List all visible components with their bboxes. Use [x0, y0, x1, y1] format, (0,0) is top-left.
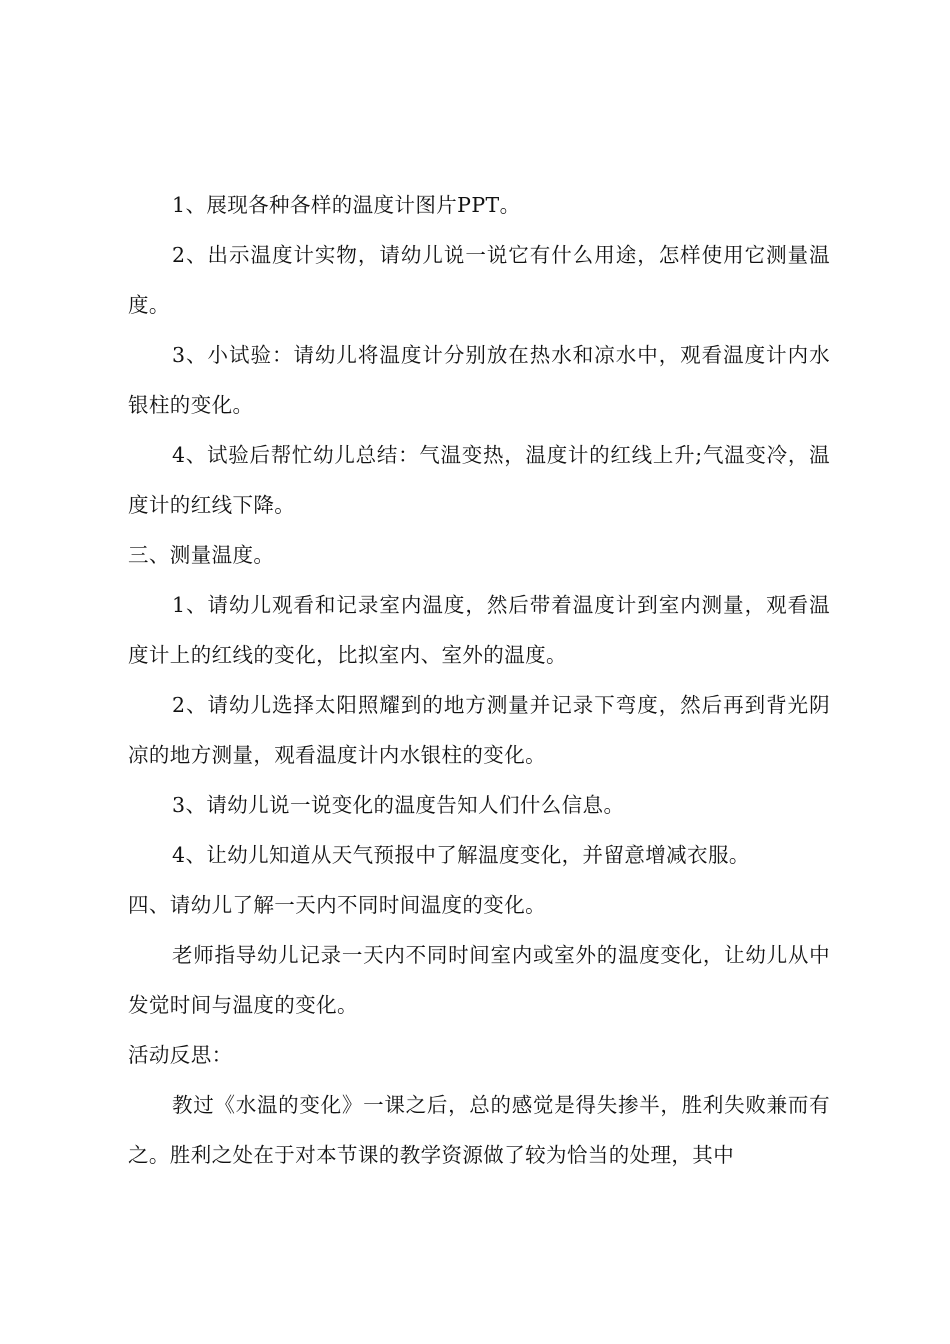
- paragraph-step-4-summary: 4、试验后帮忙幼儿总结：气温变热，温度计的红线上升;气温变冷，温度计的红线下降。: [128, 443, 830, 517]
- paragraph-reflection: 教过《水温的变化》一课之后，总的感觉是得失掺半，胜利失败兼而有之。胜利之处在于对本节课的教学资源做了较为恰当的处理，其中: [128, 1093, 830, 1167]
- paragraph-measure-3: 3、请幼儿说一说变化的温度告知人们什么信息。: [172, 793, 625, 817]
- paragraph-daily: 老师指导幼儿记录一天内不同时间室内或室外的温度变化，让幼儿从中发觉时间与温度的变化。: [128, 943, 830, 1017]
- paragraph-step-2-thermometer: 2、出示温度计实物，请幼儿说一说它有什么用途，怎样使用它测量温度。: [128, 243, 830, 317]
- section-heading-measure: 三、测量温度。: [128, 543, 275, 567]
- paragraph-measure-4: 4、让幼儿知道从天气预报中了解温度变化，并留意增减衣服。: [172, 843, 750, 867]
- section-heading-reflection: 活动反思：: [128, 1043, 233, 1067]
- paragraph-step-1-ppt: 1、展现各种各样的温度计图片PPT。: [172, 193, 521, 217]
- paragraph-measure-1: 1、请幼儿观看和记录室内温度，然后带着温度计到室内测量，观看温度计上的红线的变化，比拟室内、室外的温度。: [128, 593, 830, 667]
- section-heading-daily: 四、请幼儿了解一天内不同时间温度的变化。: [128, 893, 546, 917]
- paragraph-step-3-experiment: 3、小试验：请幼儿将温度计分别放在热水和凉水中，观看温度计内水银柱的变化。: [128, 343, 830, 417]
- paragraph-measure-2: 2、请幼儿选择太阳照耀到的地方测量并记录下弯度，然后再到背光阴凉的地方测量，观看温度计内水银柱的变化。: [128, 693, 830, 767]
- document-body: [128, 180, 830, 1180]
